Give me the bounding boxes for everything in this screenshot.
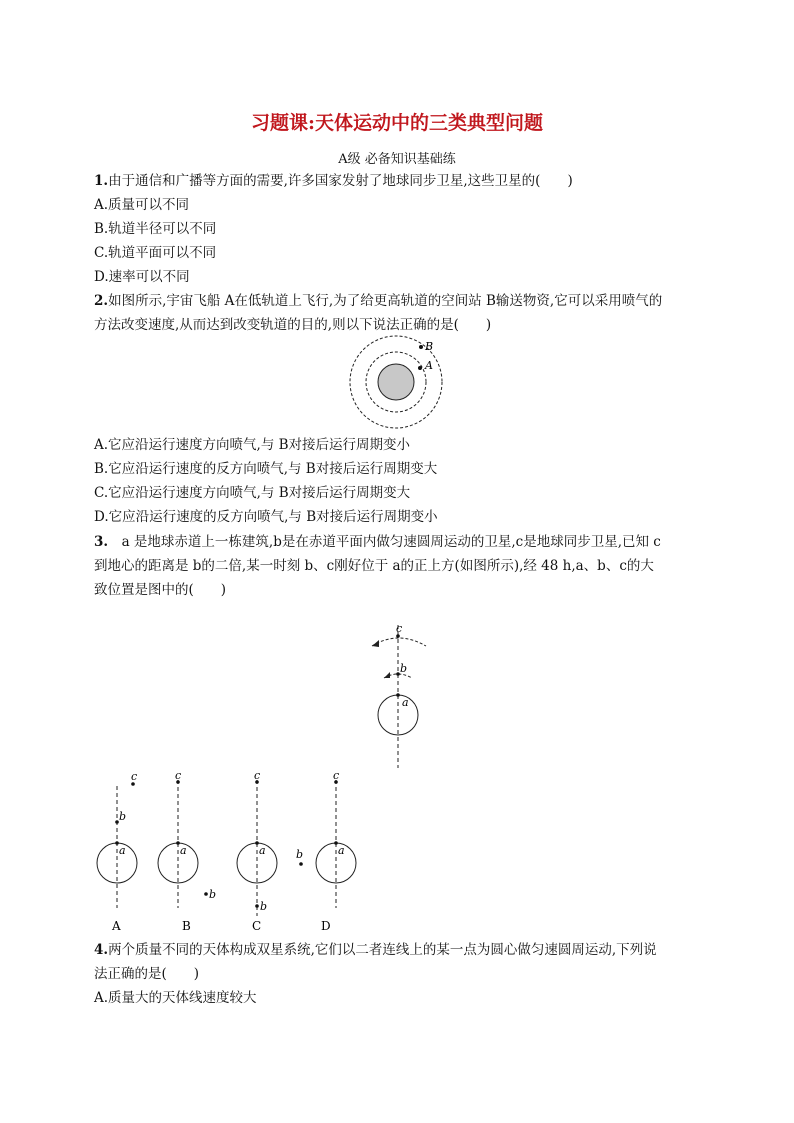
choice-c-b-dot [255, 904, 259, 908]
choice-d-b-dot [299, 862, 303, 866]
q2-option-c: C.它应沿运行速度方向喷气,与 B对接后运行周期变大 [94, 485, 411, 501]
q1-stem [94, 173, 573, 189]
choice-d-label-a: a [338, 844, 345, 857]
label-a: a [402, 696, 409, 709]
q1-stem-text: 由于通信和广播等方面的需要,许多国家发射了地球同步卫星,这些卫星的( ) [108, 173, 573, 189]
q4-stem-text1: 两个质量不同的天体构成双星系统,它们以二者连线上的某一点为圆心做匀速圆周运动,下列说 [108, 942, 657, 958]
choice-d-label-c: c [333, 769, 340, 782]
q1-option-d: D.速率可以不同 [94, 269, 190, 285]
choice-c-caption: C [252, 919, 262, 933]
choice-a-label-c: c [131, 770, 138, 783]
choice-b-label-c: c [175, 769, 182, 782]
q2-number: 2. [94, 293, 109, 309]
choice-b-figure [158, 769, 216, 933]
choice-b-label-a: a [180, 844, 187, 857]
label-b: B [425, 340, 434, 353]
ship-a-dot [418, 366, 422, 370]
q3-number: 3. [94, 534, 109, 550]
q2-stem-line1 [94, 293, 662, 309]
q2-orbit-figure [340, 332, 455, 437]
q4-stem-line1 [94, 942, 657, 958]
q4-number: 4. [94, 942, 109, 958]
choice-c-label-a: a [259, 844, 266, 857]
q1-option-a: A.质量可以不同 [94, 197, 190, 213]
choice-c-label-c: c [254, 769, 261, 782]
q2-stem-text1: 如图所示,宇宙飞船 A在低轨道上飞行,为了给更高轨道的空间站 B输送物资,它可以采用喷气的 [108, 293, 663, 309]
choice-a-caption: A [112, 919, 121, 933]
choice-c-label-b: b [260, 900, 268, 913]
label-a: A [425, 359, 433, 372]
q3-choice-figures [90, 768, 380, 938]
choice-b-earth [158, 843, 198, 883]
station-b-dot [419, 345, 423, 349]
choice-d-figure [296, 769, 356, 933]
page-title: 习题课:天体运动中的三类典型问题 [250, 112, 543, 134]
q2-stem-line2: 方法改变速度,从而达到改变轨道的目的,则以下说法正确的是( ) [94, 317, 492, 333]
choice-d-earth [316, 843, 356, 883]
choice-b-label-b: b [209, 888, 217, 901]
c-orbit-arc [372, 638, 426, 646]
label-b: b [400, 662, 408, 675]
q1-option-c: C.轨道平面可以不同 [94, 245, 217, 261]
choice-a-figure [97, 770, 137, 933]
choice-d-label-b: b [296, 848, 304, 861]
choice-a-label-a: a [119, 844, 126, 857]
earth-disc [378, 364, 414, 400]
choice-b-b-dot [204, 892, 208, 896]
choice-a-label-b: b [119, 810, 127, 823]
q3-stem-line1 [94, 534, 661, 550]
choice-b-caption: B [182, 919, 191, 933]
q1-number: 1. [94, 173, 109, 189]
q3-stem-text1: a 是地球赤道上一栋建筑,b是在赤道平面内做匀速圆周运动的卫星,c是地球同步卫星,已知 c [108, 534, 661, 550]
q2-option-d: D.它应沿运行速度的反方向喷气,与 B对接后运行周期变小 [94, 509, 438, 525]
q1-option-b: B.轨道半径可以不同 [94, 221, 217, 237]
choice-c-figure [237, 769, 277, 933]
q2-option-b: B.它应沿运行速度的反方向喷气,与 B对接后运行周期变大 [94, 461, 438, 477]
q3-stem-line2: 到地心的距离是 b的二倍,某一时刻 b、c刚好位于 a的正上方(如图所示),经 48 h,a、b、c的大 [94, 558, 654, 574]
q4-stem-line2: 法正确的是( ) [94, 966, 200, 982]
label-c: c [396, 622, 403, 635]
choice-c-earth [237, 843, 277, 883]
choice-d-caption: D [321, 919, 331, 933]
level-heading: A级 必备知识基础练 [338, 152, 456, 167]
c-arrow-head [372, 640, 379, 647]
q4-option-a: A.质量大的天体线速度较大 [94, 990, 257, 1006]
q2-option-a: A.它应沿运行速度方向喷气,与 B对接后运行周期变小 [94, 437, 411, 453]
q3-stem-line3: 致位置是图中的( ) [94, 582, 227, 598]
earth-circle [378, 695, 418, 735]
q3-main-figure [360, 620, 440, 770]
building-a-dot [396, 693, 400, 697]
